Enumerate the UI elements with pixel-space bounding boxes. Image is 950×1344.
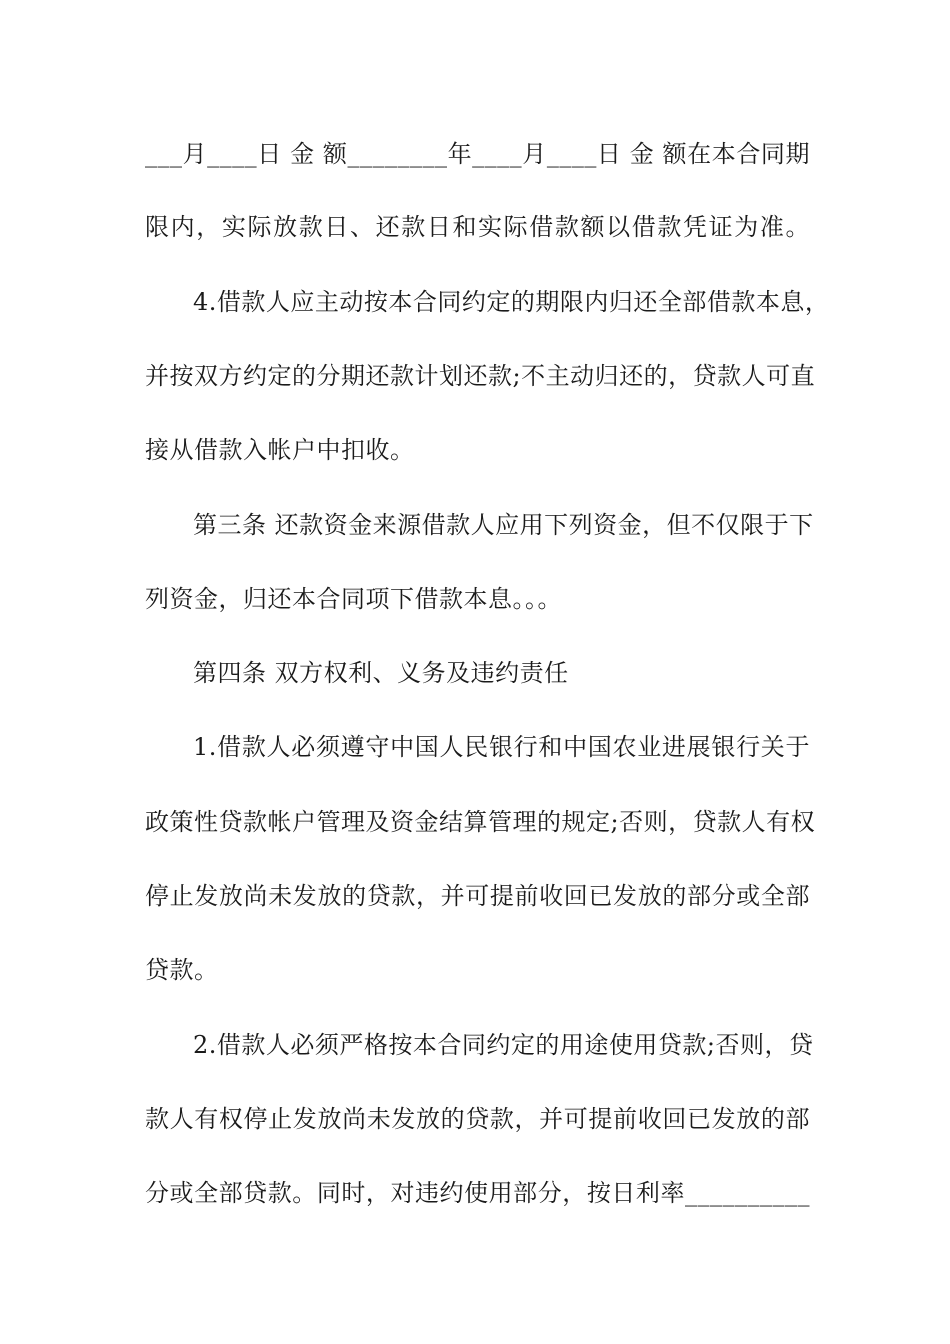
text-line-5: 接从借款入帐户中扣收。 — [145, 436, 415, 464]
text-line-3: 4.借款人应主动按本合同约定的期限内归还全部借款本息， — [193, 288, 830, 316]
text-line-11: 停止发放尚未发放的贷款，并可提前收回已发放的部分或全部 — [145, 882, 810, 910]
text-line-10: 政策性贷款帐户管理及资金结算管理的规定;否则，贷款人有权 — [145, 808, 816, 836]
text-line-9: 1.借款人必须遵守中国人民银行和中国农业进展银行关于 — [193, 733, 810, 761]
text-line-2: 限内，实际放款日、还款日和实际借款额以借款凭证为准。 — [145, 213, 810, 241]
text-line-6: 第三条 还款资金来源借款人应用下列资金，但不仅限于下 — [193, 511, 814, 539]
text-line-7: 列资金，归还本合同项下借款本息。。。 — [145, 585, 562, 613]
text-line-1: ___月____日 金 额________年____月____日 金 额在本合同期 — [145, 140, 810, 168]
text-line-13: 2.借款人必须严格按本合同约定的用途使用贷款;否则，贷 — [193, 1031, 814, 1059]
text-line-12: 贷款。 — [145, 956, 219, 984]
text-line-4: 并按双方约定的分期还款计划还款;不主动归还的，贷款人可直 — [145, 362, 816, 390]
text-line-14: 款人有权停止发放尚未发放的贷款，并可提前收回已发放的部 — [145, 1105, 810, 1133]
section-heading-4: 第四条 双方权利、义务及违约责任 — [193, 659, 569, 687]
text-line-15: 分或全部贷款。同时，对违约使用部分，按日利率__________ — [145, 1179, 810, 1207]
